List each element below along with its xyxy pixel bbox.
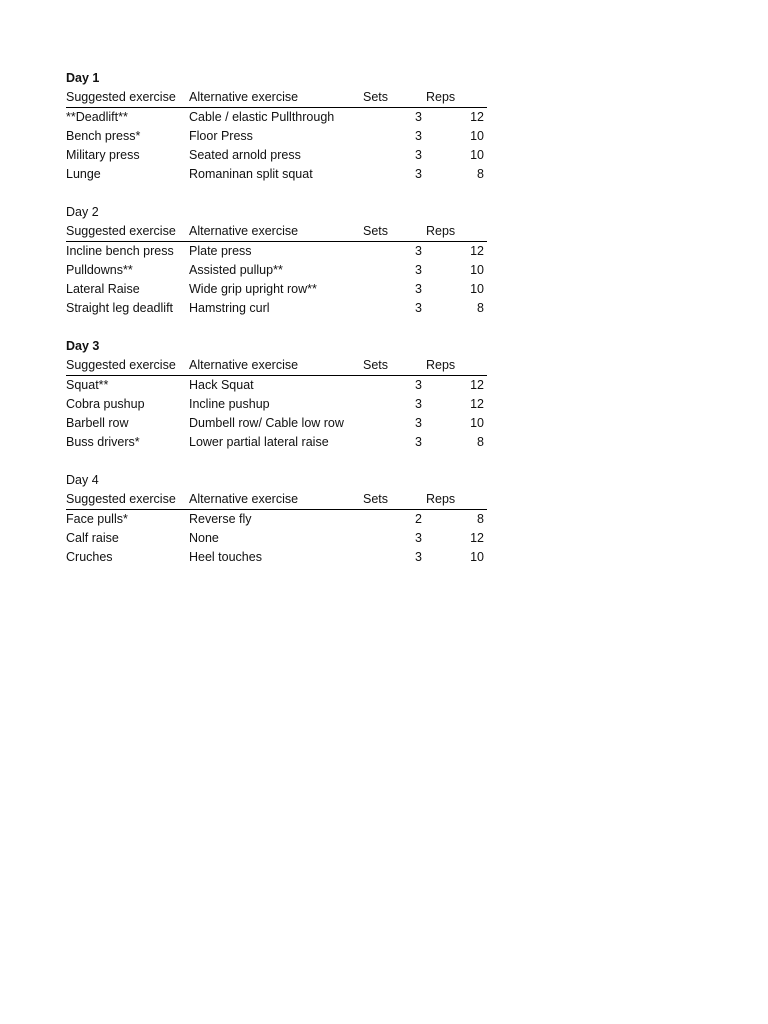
alternative-exercise-cell: Heel touches bbox=[189, 550, 262, 564]
alternative-exercise-cell: Romaninan split squat bbox=[189, 167, 313, 181]
column-header-alternative: Alternative exercise bbox=[189, 224, 299, 238]
column-header-alternative: Alternative exercise bbox=[189, 90, 299, 104]
reps-cell: 10 bbox=[470, 148, 484, 162]
reps-cell: 10 bbox=[470, 282, 484, 296]
alternative-exercise-cell: Reverse fly bbox=[189, 512, 252, 526]
reps-cell: 12 bbox=[470, 397, 484, 411]
alternative-exercise-cell: Wide grip upright row** bbox=[189, 282, 317, 296]
reps-cell: 12 bbox=[470, 244, 484, 258]
reps-cell: 10 bbox=[470, 550, 484, 564]
alternative-exercise-cell: Incline pushup bbox=[189, 397, 270, 411]
sets-cell: 3 bbox=[415, 263, 422, 277]
column-header-alternative: Alternative exercise bbox=[189, 358, 299, 372]
day-block bbox=[66, 471, 487, 567]
reps-cell: 8 bbox=[477, 435, 484, 449]
sets-cell: 3 bbox=[415, 129, 422, 143]
day-title: Day 2 bbox=[66, 205, 99, 219]
table-header-row bbox=[66, 490, 487, 510]
sets-cell: 2 bbox=[415, 512, 422, 526]
reps-cell: 8 bbox=[477, 512, 484, 526]
alternative-exercise-cell: Cable / elastic Pullthrough bbox=[189, 110, 335, 124]
suggested-exercise-cell: Incline bench press bbox=[66, 244, 174, 258]
suggested-exercise-cell: Face pulls* bbox=[66, 512, 128, 526]
sets-cell: 3 bbox=[415, 244, 422, 258]
suggested-exercise-cell: Pulldowns** bbox=[66, 263, 133, 277]
table-row bbox=[66, 376, 487, 395]
table-row bbox=[66, 433, 487, 452]
column-header-sets: Sets bbox=[363, 492, 389, 506]
reps-cell: 12 bbox=[470, 378, 484, 392]
column-header-reps: Reps bbox=[426, 492, 456, 506]
day-title: Day 4 bbox=[66, 473, 99, 487]
day-title: Day 3 bbox=[66, 339, 100, 353]
suggested-exercise-cell: Lateral Raise bbox=[66, 282, 140, 296]
reps-cell: 10 bbox=[470, 129, 484, 143]
column-header-suggested: Suggested exercise bbox=[66, 224, 176, 238]
sets-cell: 3 bbox=[415, 148, 422, 162]
reps-cell: 10 bbox=[470, 416, 484, 430]
day-block bbox=[66, 69, 487, 184]
table-row bbox=[66, 165, 487, 184]
column-header-sets: Sets bbox=[363, 224, 389, 238]
column-header-sets: Sets bbox=[363, 90, 389, 104]
table-header-row bbox=[66, 88, 487, 108]
workout-sheet bbox=[66, 69, 487, 586]
suggested-exercise-cell: Cobra pushup bbox=[66, 397, 145, 411]
suggested-exercise-cell: Military press bbox=[66, 148, 140, 162]
table-header-row bbox=[66, 222, 487, 242]
alternative-exercise-cell: Assisted pullup** bbox=[189, 263, 283, 277]
table-row bbox=[66, 299, 487, 318]
sets-cell: 3 bbox=[415, 167, 422, 181]
sets-cell: 3 bbox=[415, 110, 422, 124]
alternative-exercise-cell: Seated arnold press bbox=[189, 148, 301, 162]
alternative-exercise-cell: Lower partial lateral raise bbox=[189, 435, 329, 449]
suggested-exercise-cell: Calf raise bbox=[66, 531, 119, 545]
alternative-exercise-cell: Floor Press bbox=[189, 129, 253, 143]
table-row bbox=[66, 548, 487, 567]
table-row bbox=[66, 529, 487, 548]
reps-cell: 10 bbox=[470, 263, 484, 277]
sets-cell: 3 bbox=[415, 435, 422, 449]
day-block bbox=[66, 203, 487, 318]
table-row bbox=[66, 395, 487, 414]
table-row bbox=[66, 261, 487, 280]
sets-cell: 3 bbox=[415, 301, 422, 315]
column-header-suggested: Suggested exercise bbox=[66, 358, 176, 372]
suggested-exercise-cell: Straight leg deadlift bbox=[66, 301, 174, 315]
day-title: Day 1 bbox=[66, 71, 100, 85]
alternative-exercise-cell: Hack Squat bbox=[189, 378, 254, 392]
reps-cell: 12 bbox=[470, 531, 484, 545]
column-header-alternative: Alternative exercise bbox=[189, 492, 299, 506]
sets-cell: 3 bbox=[415, 397, 422, 411]
table-row bbox=[66, 127, 487, 146]
sets-cell: 3 bbox=[415, 550, 422, 564]
alternative-exercise-cell: Dumbell row/ Cable low row bbox=[189, 416, 344, 430]
column-header-suggested: Suggested exercise bbox=[66, 492, 176, 506]
table-row bbox=[66, 414, 487, 433]
table-row bbox=[66, 280, 487, 299]
suggested-exercise-cell: Squat** bbox=[66, 378, 109, 392]
sets-cell: 3 bbox=[415, 282, 422, 296]
sets-cell: 3 bbox=[415, 378, 422, 392]
column-header-reps: Reps bbox=[426, 224, 456, 238]
sets-cell: 3 bbox=[415, 531, 422, 545]
column-header-reps: Reps bbox=[426, 358, 456, 372]
reps-cell: 8 bbox=[477, 167, 484, 181]
table-row bbox=[66, 242, 487, 261]
suggested-exercise-cell: **Deadlift** bbox=[66, 110, 128, 124]
reps-cell: 8 bbox=[477, 301, 484, 315]
sets-cell: 3 bbox=[415, 416, 422, 430]
column-header-suggested: Suggested exercise bbox=[66, 90, 176, 104]
suggested-exercise-cell: Barbell row bbox=[66, 416, 129, 430]
table-row bbox=[66, 510, 487, 529]
alternative-exercise-cell: Plate press bbox=[189, 244, 252, 258]
day-block bbox=[66, 337, 487, 452]
suggested-exercise-cell: Buss drivers* bbox=[66, 435, 140, 449]
suggested-exercise-cell: Bench press* bbox=[66, 129, 141, 143]
suggested-exercise-cell: Cruches bbox=[66, 550, 113, 564]
alternative-exercise-cell: Hamstring curl bbox=[189, 301, 270, 315]
column-header-sets: Sets bbox=[363, 358, 389, 372]
table-header-row bbox=[66, 356, 487, 376]
suggested-exercise-cell: Lunge bbox=[66, 167, 101, 181]
table-row bbox=[66, 146, 487, 165]
reps-cell: 12 bbox=[470, 110, 484, 124]
alternative-exercise-cell: None bbox=[189, 531, 219, 545]
column-header-reps: Reps bbox=[426, 90, 456, 104]
table-row bbox=[66, 108, 487, 127]
